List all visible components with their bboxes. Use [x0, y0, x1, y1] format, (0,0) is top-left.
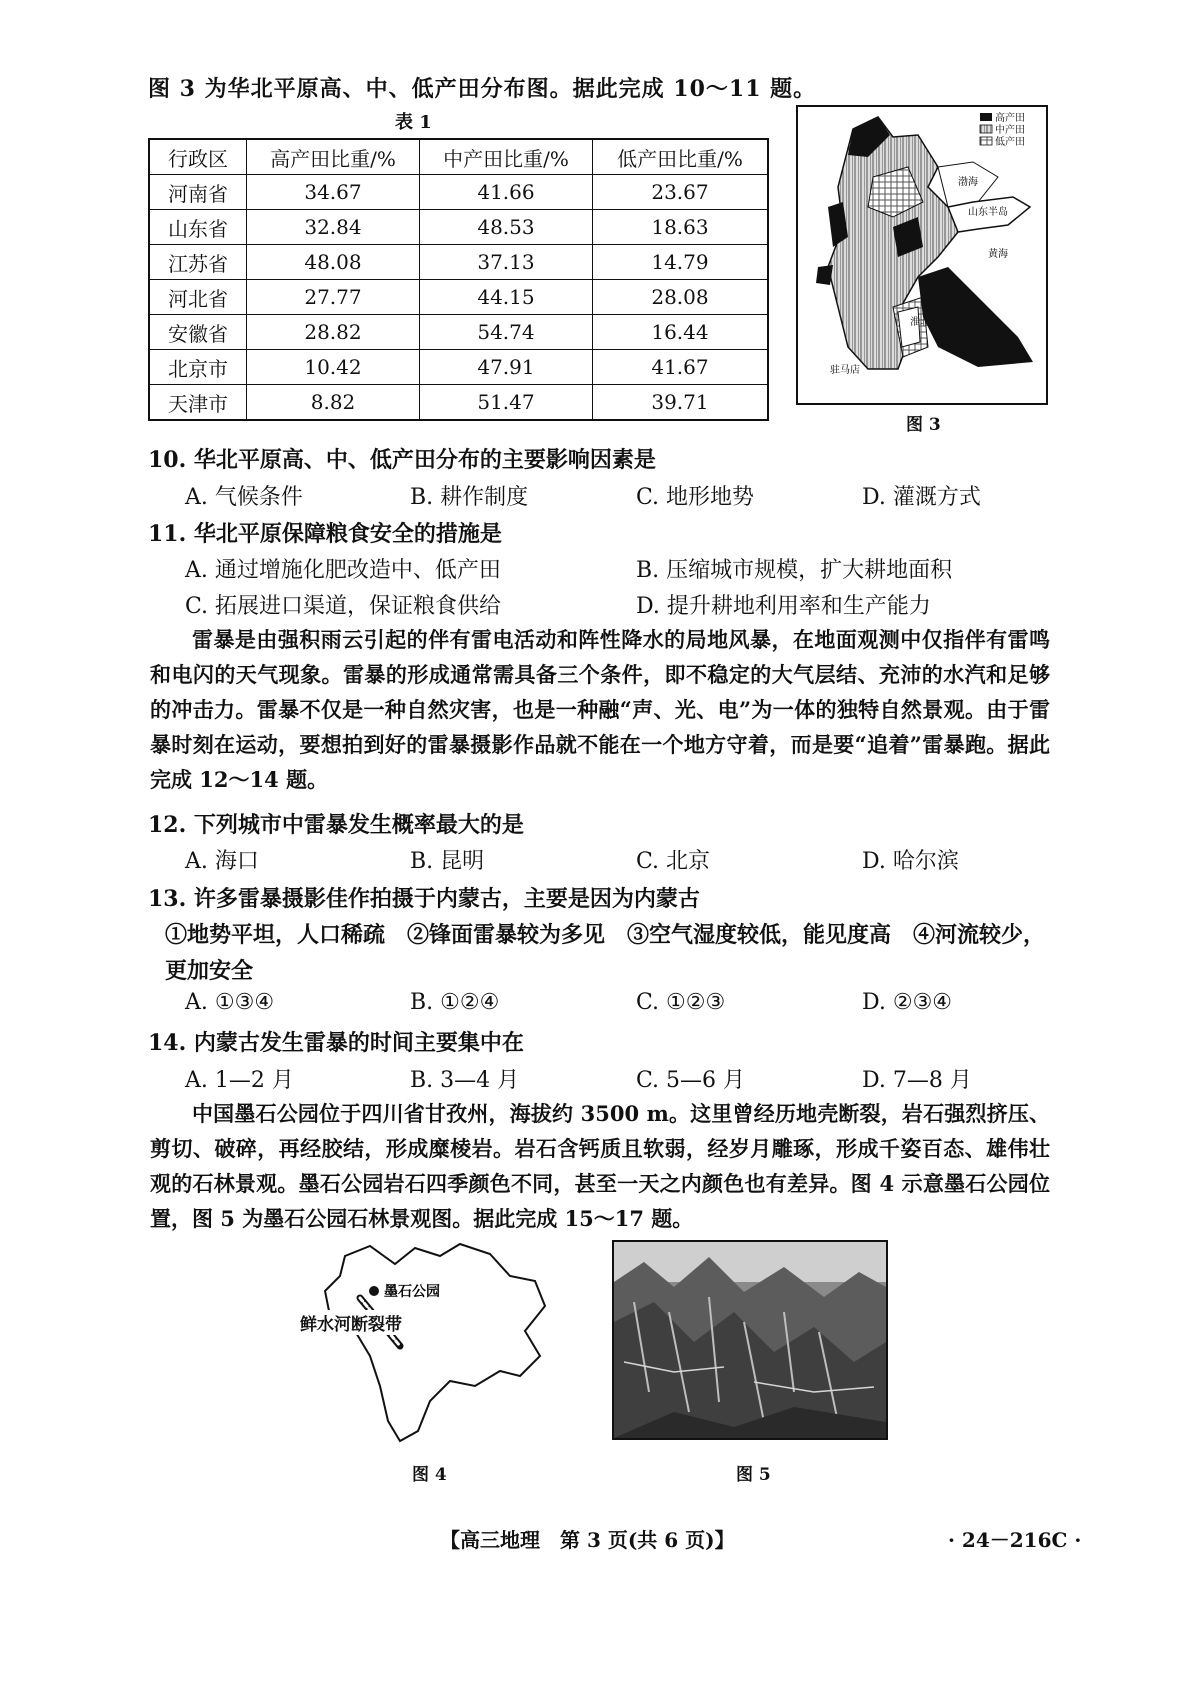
table-row [149, 245, 768, 280]
table-header-region: 行政区 [149, 139, 247, 175]
map-label-huaibei: 淮北 [910, 317, 930, 328]
table-cell: 14.79 [593, 245, 769, 280]
table-row [149, 385, 768, 421]
q12-option-a: A. 海口 [185, 849, 259, 874]
q11-stem: 11. 华北平原保障粮食安全的措施是 [148, 521, 502, 547]
q14-stem: 14. 内蒙古发生雷暴的时间主要集中在 [148, 1030, 524, 1056]
q11-option-a: A. 通过增施化肥改造中、低产田 [185, 558, 501, 583]
table-cell: 河北省 [149, 280, 247, 315]
table-cell: 28.82 [247, 315, 420, 350]
q12-option-b: B. 昆明 [410, 849, 485, 874]
table-header-low: 低产田比重/% [593, 139, 769, 175]
q10-option-c: C. 地形地势 [636, 485, 755, 510]
fig4-label: 图 4 [412, 1465, 447, 1485]
table-cell: 23.67 [593, 175, 769, 210]
q13-option-a: A. ①③④ [185, 990, 275, 1015]
fig4-fault-label: 鲜水河断裂带 [300, 1310, 402, 1335]
table-cell: 48.08 [247, 245, 420, 280]
sichuan-outline [325, 1244, 545, 1441]
legend-high: 高产田 [995, 113, 1025, 124]
passage-moshi-park: 中国墨石公园位于四川省甘孜州，海拔约 3500 m。这里曾经历地壳断裂，岩石强烈挤压、剪切、破碎，再经胶结，形成糜棱岩。岩石含钙质且软弱，经岁月雕琢，形成千姿百态、雄伟壮观的石林景观。墨石公园岩石四季颜色不同，甚至一天之内颜色也有差异。图 4 示意墨石公园位置，图 5 为墨石公园石林景观图。据此完成 15～17 题。 [150, 1101, 1050, 1231]
table-caption: 表 1 [395, 112, 432, 133]
legend-swatch-low [980, 137, 992, 145]
table-cell: 天津市 [149, 385, 247, 421]
table-cell: 江苏省 [149, 245, 247, 280]
q11-option-d: D. 提升耕地利用率和生产能力 [636, 594, 931, 619]
q10-option-a: A. 气候条件 [185, 485, 303, 510]
q12-stem: 12. 下列城市中雷暴发生概率最大的是 [148, 812, 524, 838]
table-cell: 山东省 [149, 210, 247, 245]
q13-stem: 13. 许多雷暴摄影佳作拍摄于内蒙古，主要是因为内蒙古 [148, 886, 700, 912]
map-label-zhumadian: 驻马店 [830, 365, 860, 376]
q13-option-c: C. ①②③ [636, 990, 726, 1015]
table-cell: 18.63 [593, 210, 769, 245]
stone-forest-photo [614, 1242, 886, 1438]
table-row [149, 175, 768, 210]
q11-option-b: B. 压缩城市规模，扩大耕地面积 [636, 558, 953, 583]
legend-swatch-mid [980, 125, 992, 133]
table-header-mid: 中产田比重/% [420, 139, 593, 175]
legend-mid: 中产田 [995, 125, 1025, 136]
table-cell: 37.13 [420, 245, 593, 280]
park-location-dot [369, 1286, 379, 1296]
fig5-photo [612, 1240, 888, 1440]
q10-option-d: D. 灌溉方式 [862, 485, 981, 510]
table-cell: 28.08 [593, 280, 769, 315]
table-row [149, 210, 768, 245]
map-label-huanghai: 黄海 [988, 249, 1008, 260]
map-label-shandong: 山东半岛 [968, 207, 1008, 218]
fig4-park-label: 墨石公园 [384, 1284, 440, 1300]
table-cell: 44.15 [420, 280, 593, 315]
q10-option-b: B. 耕作制度 [410, 485, 529, 510]
table-row [149, 280, 768, 315]
q13-option-d: D. ②③④ [862, 990, 953, 1015]
fig5-label: 图 5 [736, 1465, 771, 1485]
table-header-row [149, 139, 768, 175]
table-cell: 41.66 [420, 175, 593, 210]
q14-option-c: C. 5—6 月 [636, 1068, 746, 1093]
exam-code: · 24－216C · [948, 1528, 1082, 1552]
section-intro: 图 3 为华北平原高、中、低产田分布图。据此完成 10～11 题。 [148, 76, 817, 102]
q10-stem: 10. 华北平原高、中、低产田分布的主要影响因素是 [148, 447, 656, 473]
table-cell: 47.91 [420, 350, 593, 385]
table-cell: 10.42 [247, 350, 420, 385]
table-row [149, 350, 768, 385]
fig4-map-drawing [300, 1236, 560, 1446]
table-cell: 安徽省 [149, 315, 247, 350]
table-cell: 27.77 [247, 280, 420, 315]
table-cell: 16.44 [593, 315, 769, 350]
table-cell: 41.67 [593, 350, 769, 385]
q12-option-d: D. 哈尔滨 [862, 849, 959, 874]
passage-thunderstorm: 雷暴是由强积雨云引起的伴有雷电活动和阵性降水的局地风暴，在地面观测中仅指伴有雷鸣和电闪的天气现象。雷暴的形成通常需具备三个条件，即不稳定的大气层结、充沛的水汽和足够的冲击力。雷暴不仅是一种自然灾害，也是一种融“声、光、电”为一体的独特自然景观。由于雷暴时刻在运动，要想拍到好的雷暴摄影作品就不能在一个地方守着，而是要“追着”雷暴跑。据此完成 12～14 题。 [150, 627, 1050, 792]
legend-swatch-high [980, 113, 992, 121]
fig3-label: 图 3 [906, 415, 941, 435]
fig4-map [300, 1236, 560, 1446]
table-cell: 34.67 [247, 175, 420, 210]
legend-low: 低产田 [995, 137, 1025, 148]
table-cell: 北京市 [149, 350, 247, 385]
farmland-table [148, 138, 769, 421]
page-footer: 【高三地理 第 3 页(共 6 页)】 [440, 1528, 735, 1552]
q13-statements-line2: 更加安全 [165, 958, 254, 984]
table-cell: 39.71 [593, 385, 769, 421]
table-cell: 8.82 [247, 385, 420, 421]
table-cell: 河南省 [149, 175, 247, 210]
table-cell: 48.53 [420, 210, 593, 245]
table-cell: 51.47 [420, 385, 593, 421]
q13-option-b: B. ①②④ [410, 990, 500, 1015]
q11-option-c: C. 拓展进口渠道，保证粮食供给 [185, 594, 502, 619]
q13-statements-line1: ①地势平坦，人口稀疏 ②锋面雷暴较为多见 ③空气湿度较低，能见度高 ④河流较少， [165, 922, 1046, 948]
fig3-map [796, 105, 1048, 405]
fig3-map-drawing [798, 107, 1046, 403]
map-label-bohai: 渤海 [958, 177, 978, 188]
table-cell: 32.84 [247, 210, 420, 245]
q14-option-a: A. 1—2 月 [185, 1068, 294, 1093]
table-header-high: 高产田比重/% [247, 139, 420, 175]
q12-option-c: C. 北京 [636, 849, 711, 874]
q14-option-b: B. 3—4 月 [410, 1068, 520, 1093]
q14-option-d: D. 7—8 月 [862, 1068, 972, 1093]
table-row [149, 315, 768, 350]
table-cell: 54.74 [420, 315, 593, 350]
